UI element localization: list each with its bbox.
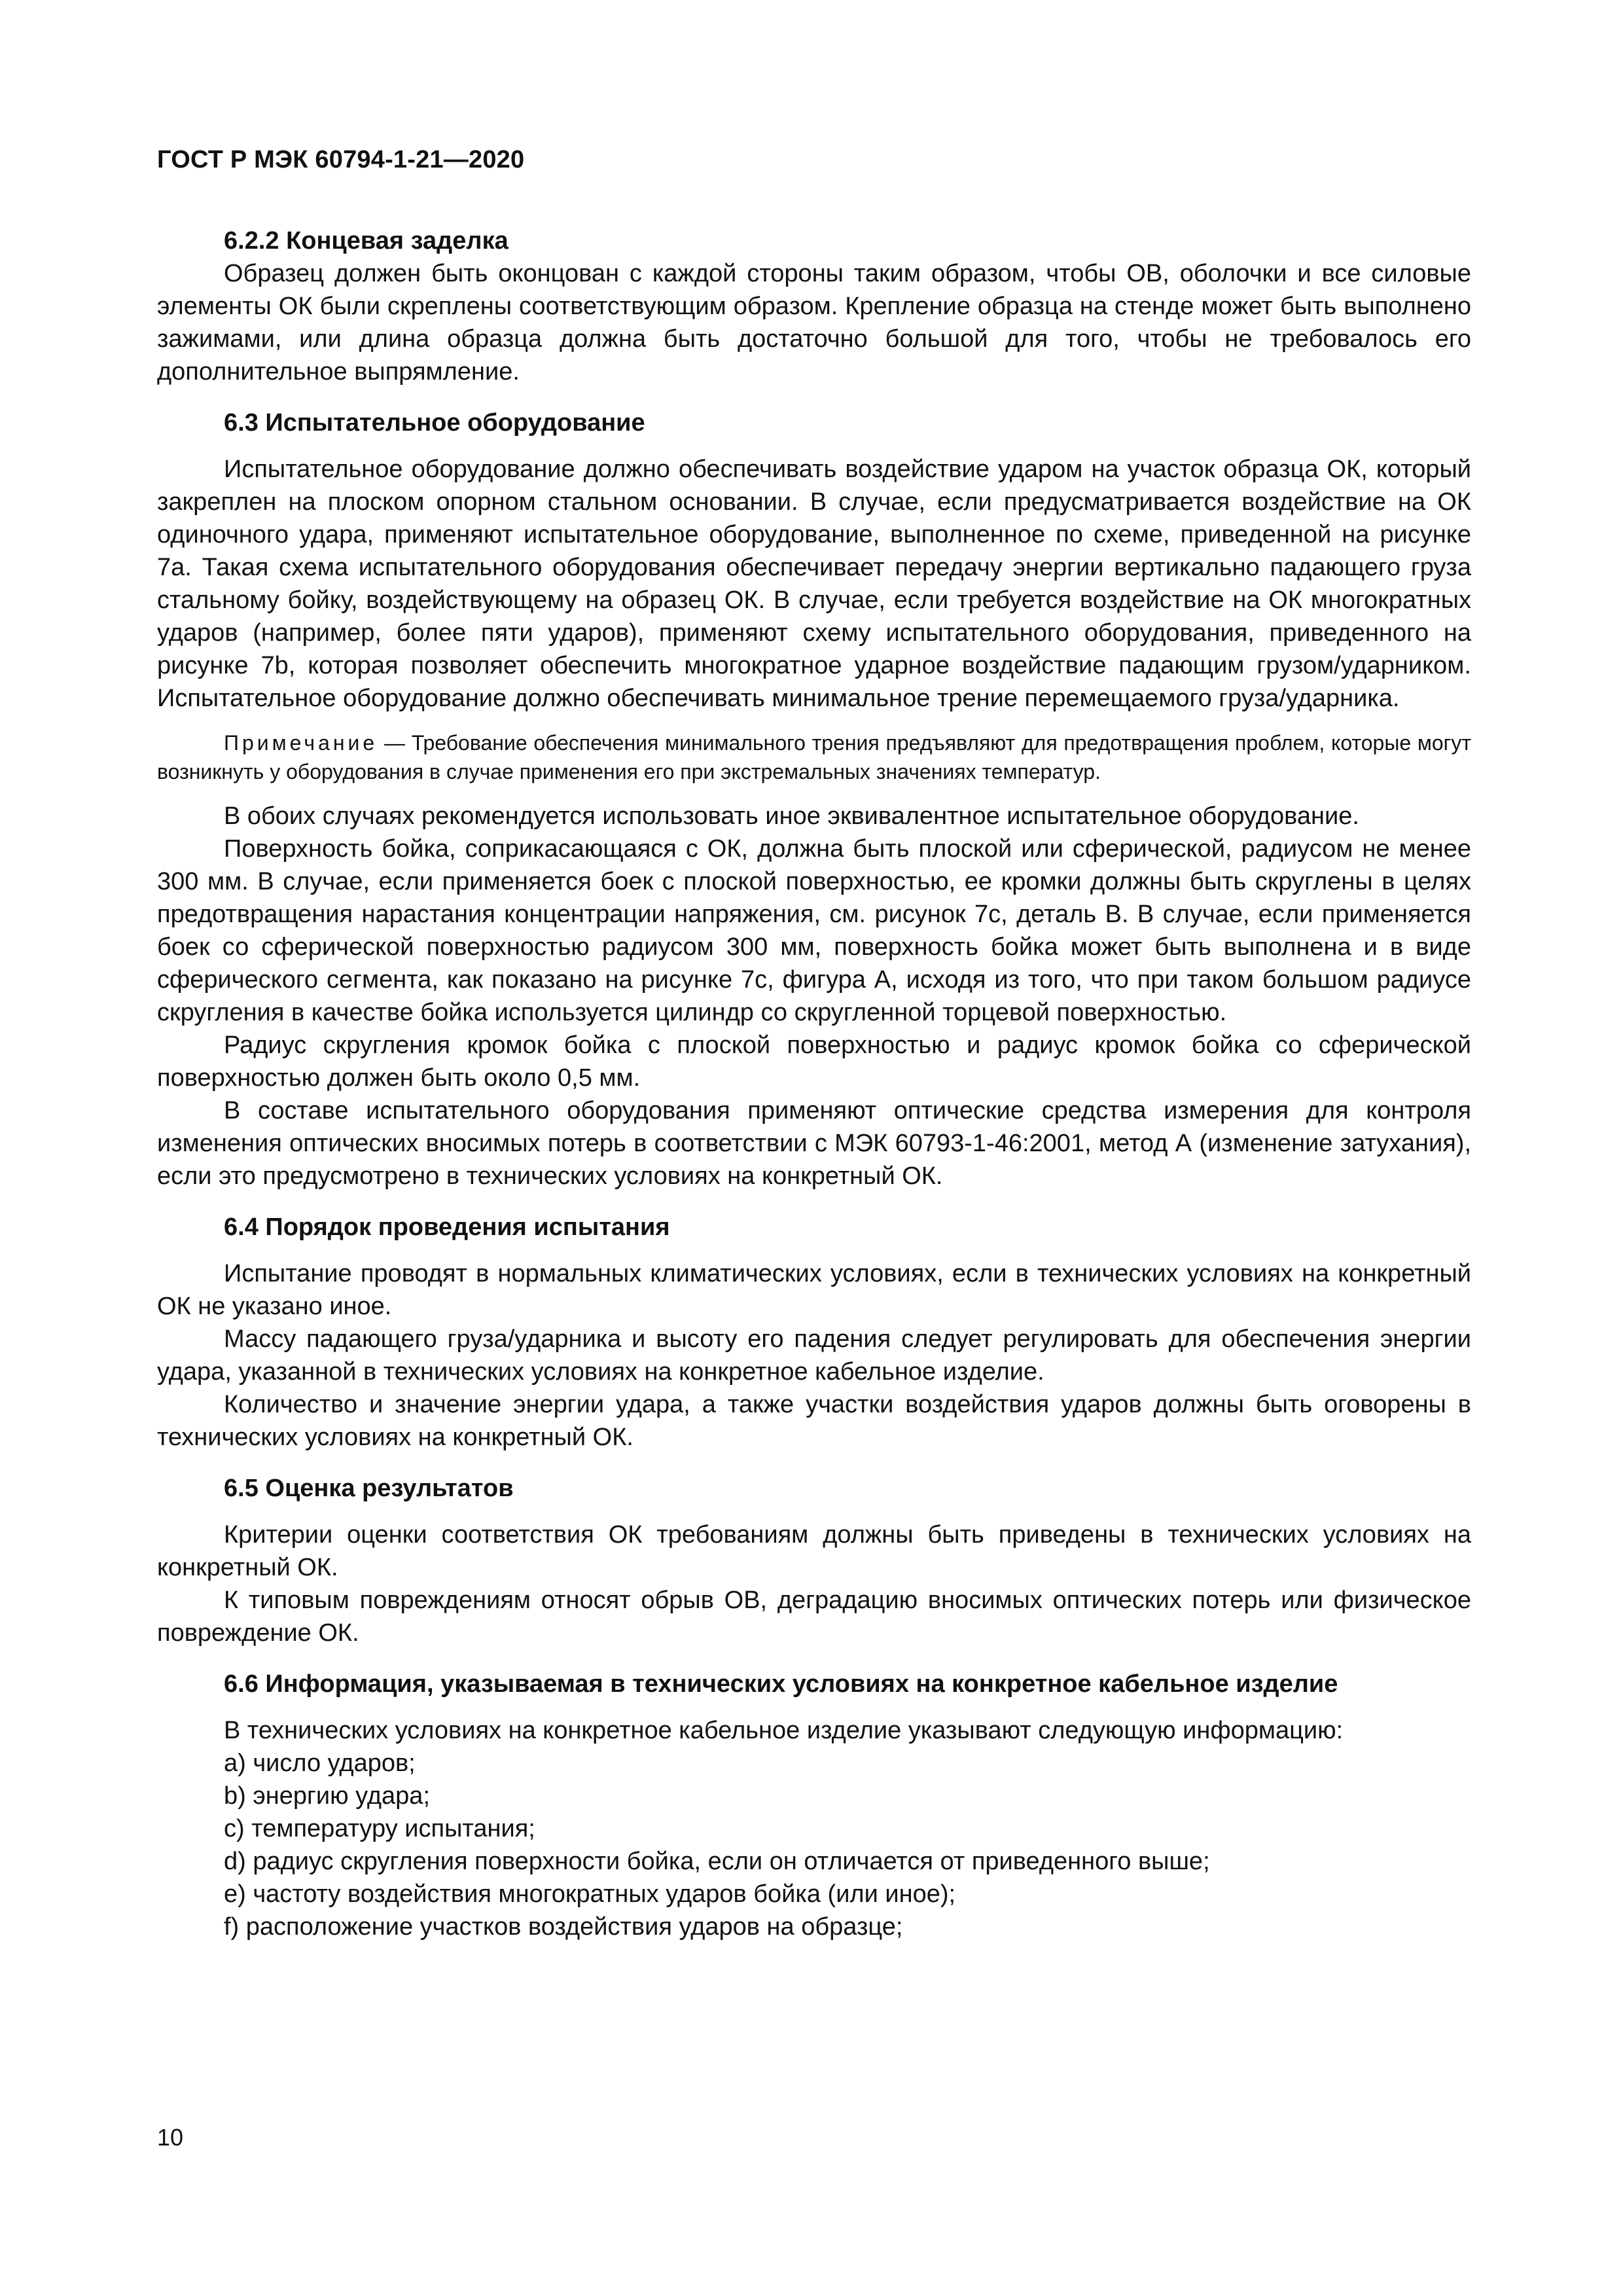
list-item: c) температуру испытания; xyxy=(224,1815,535,1842)
section-heading-6-3: 6.3 Испытательное оборудование xyxy=(224,409,645,437)
paragraph: Радиус скругления кромок бойка с плоской поверхностью и радиус кромок бойка со сферической поверхностью должен быть около 0,5 мм. xyxy=(157,1031,1471,1092)
section-heading-6-5: 6.5 Оценка результатов xyxy=(224,1475,514,1502)
list-item: a) число ударов; xyxy=(224,1749,416,1777)
paragraph: Образец должен быть оконцован с каждой стороны таким образом, чтобы ОВ, оболочки и все силовые элементы ОК были скреплены соответствующим образом. Крепление образца на стенде может быть выполнено зажимами, или длина образца должна быть достаточно большой для того, чтобы не требовалось его дополнительное выпрямление. xyxy=(157,260,1471,386)
note xyxy=(157,728,1471,786)
note-label: Примечание xyxy=(224,731,378,755)
paragraph: Массу падающего груза/ударника и высоту его падения следует регулировать для обеспечения энергии удара, указанной в технических условиях на конкретное кабельное изделие. xyxy=(157,1325,1471,1386)
paragraph: В составе испытательного оборудования применяют оптические средства измерения для контроля изменения оптических вносимых потерь в соответствии с МЭК 60793-1-46:2001, метод А (изменение затухания), если это предусмотрено в технических условиях на конкретный ОК. xyxy=(157,1097,1471,1190)
paragraph: Испытательное оборудование должно обеспечивать воздействие ударом на участок образца ОК, который закреплен на плоском опорном стальном основании. В случае, если предусматривается воздействие на ОК одиночного удара, применяют испытательное оборудование, выполненное по схеме, приведенной на рисунке 7a. Такая схема испытательного оборудования обеспечивает передачу энергии вертикально падающего груза стальному бойку, воздействующему на образец ОК. В случае, если требуется воздействие на ОК многократных ударов (например, более пяти ударов), применяют схему испытательного оборудования, приведенного на рисунке 7b, которая позволяет обеспечить многократное ударное воздействие падающим грузом/ударником. Испытательное оборудование должно обеспечивать минимальное трение перемещаемого груза/ударника. xyxy=(157,456,1471,712)
list-item: b) энергию удара; xyxy=(224,1782,431,1810)
paragraph: Поверхность бойка, соприкасающаяся с ОК, должна быть плоской или сферической, радиусом не менее 300 мм. В случае, если применяется боек с плоской поверхностью, ее кромки должны быть скруглены в целях предотвращения нарастания концентрации напряжения, см. рисунок 7c, деталь В. В случае, если применяется боек со сферической поверхностью радиусом 300 мм, поверхность бойка может быть выполнена и в виде сферического сегмента, как показано на рисунке 7c, фигура А, исходя из того, что при таком большом радиусе скругления в качестве бойка используется цилиндр со скругленной торцевой поверхностью. xyxy=(157,835,1471,1026)
section-heading-6-2-2: 6.2.2 Концевая заделка xyxy=(224,227,508,255)
paragraph: Испытание проводят в нормальных климатических условиях, если в технических условиях на конкретный ОК не указано иное. xyxy=(157,1260,1471,1320)
list-item: e) частоту воздействия многократных ударов бойка (или иное); xyxy=(224,1880,956,1908)
paragraph: Критерии оценки соответствия ОК требованиям должны быть приведены в технических условиях на конкретный ОК. xyxy=(157,1521,1471,1581)
paragraph: В обоих случаях рекомендуется использовать иное эквивалентное испытательное оборудование. xyxy=(224,802,1359,830)
standard-header: ГОСТ Р МЭК 60794-1-21—2020 xyxy=(157,146,525,173)
paragraph: В технических условиях на конкретное кабельное изделие указывают следующую информацию: xyxy=(224,1717,1344,1744)
paragraph: К типовым повреждениям относят обрыв ОВ, деградацию вносимых оптических потерь или физическое повреждение ОК. xyxy=(157,1587,1471,1647)
section-heading-6-4: 6.4 Порядок проведения испытания xyxy=(224,1213,670,1241)
document-body xyxy=(157,224,1471,1943)
paragraph: Количество и значение энергии удара, а также участки воздействия ударов должны быть оговорены в технических условиях на конкретный ОК. xyxy=(157,1391,1471,1451)
page-number: 10 xyxy=(157,2124,184,2151)
list-item: d) радиус скругления поверхности бойка, если он отличается от приведенного выше; xyxy=(224,1848,1210,1875)
section-heading-6-6: 6.6 Информация, указываемая в технических условиях на конкретное кабельное изделие xyxy=(224,1670,1338,1698)
list-item: f) расположение участков воздействия ударов на образце; xyxy=(224,1913,903,1941)
note-text: — Требование обеспечения минимального трения предъявляют для предотвращения проблем, которые могут возникнуть у оборудования в случае применения его при экстремальных значениях температур. xyxy=(157,731,1471,783)
